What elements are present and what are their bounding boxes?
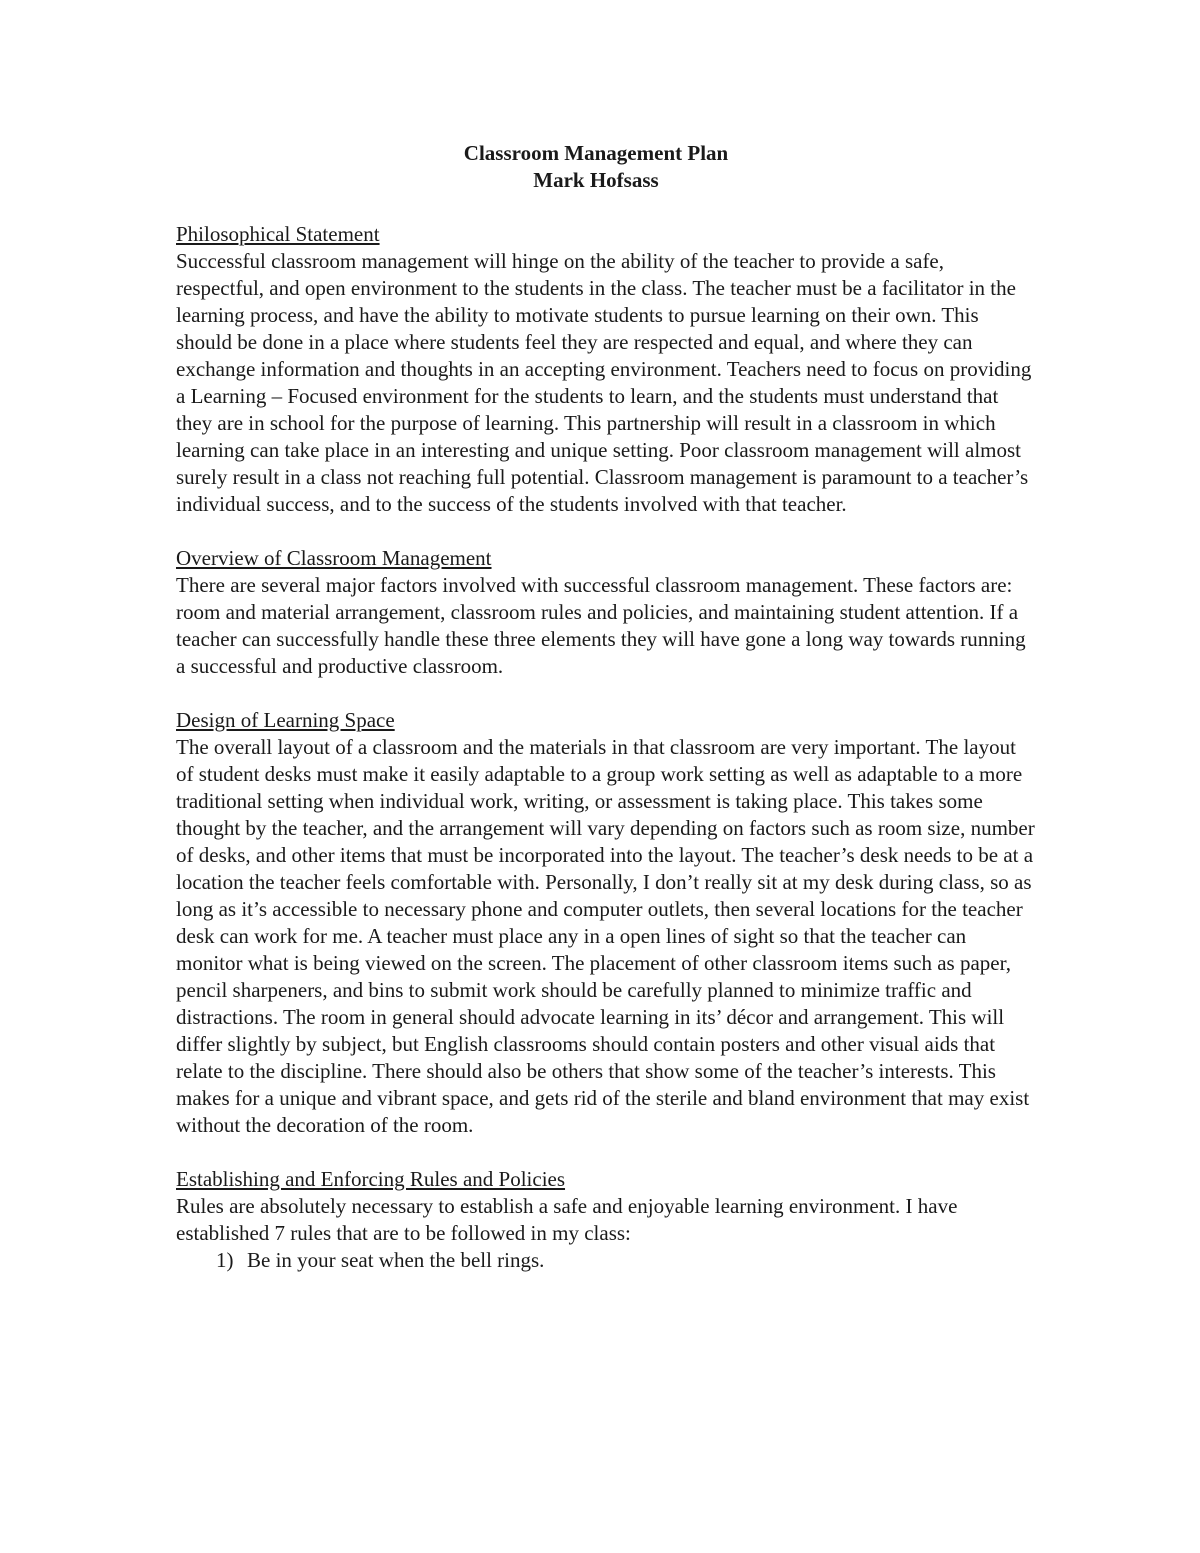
section-philosophical-statement xyxy=(176,221,1036,518)
rule-number: 1) xyxy=(216,1248,234,1272)
section-paragraph: Rules are absolutely necessary to establish a safe and enjoyable learning environment. I have established 7 rules that are to be followed in my class: xyxy=(176,1194,958,1245)
title-block xyxy=(176,140,1036,194)
section-heading: Philosophical Statement xyxy=(176,222,380,246)
section-paragraph: Successful classroom management will hinge on the ability of the teacher to provide a safe, respectful, and open environment to the students in the class. The teacher must be a facilitator in the learning process, and have the ability to motivate students to pursue learning on their own. This should be done in a place where students feel they are respected and equal, and where they can exchange information and thoughts in an accepting environment. Teachers need to focus on providing a Learning – Focused environment for the students to learn, and the students must understand that they are in school for the purpose of learning. This partnership will result in a classroom in which learning can take place in an interesting and unique setting. Poor classroom management will almost surely result in a class not reaching full potential. Classroom management is paramount to a teacher’s individual success, and to the success of the students involved with that teacher. xyxy=(176,249,1032,516)
section-rules-and-policies xyxy=(176,1166,1036,1274)
section-heading: Overview of Classroom Management xyxy=(176,546,492,570)
document-author: Mark Hofsass xyxy=(533,168,659,192)
document-body xyxy=(176,140,1036,1301)
section-design-of-learning-space xyxy=(176,707,1036,1139)
section-heading: Design of Learning Space xyxy=(176,708,395,732)
list-item xyxy=(176,1247,1036,1274)
rules-list xyxy=(176,1247,1036,1274)
section-paragraph: The overall layout of a classroom and the materials in that classroom are very important. The layout of student desks must make it easily adaptable to a group work setting as well as adaptable to a more traditional setting when individual work, writing, or assessment is taking place. This takes some thought by the teacher, and the arrangement will vary depending on factors such as room size, number of desks, and other items that must be incorporated into the layout. The teacher’s desk needs to be at a location the teacher feels comfortable with. Personally, I don’t really sit at my desk during class, so as long as it’s accessible to necessary phone and computer outlets, then several locations for the teacher desk can work for me. A teacher must place any in a open lines of sight so that the teacher can monitor what is being viewed on the screen. The placement of other classroom items such as paper, pencil sharpeners, and bins to submit work should be carefully planned to minimize traffic and distractions. The room in general should advocate learning in its’ décor and arrangement. This will differ slightly by subject, but English classrooms should contain posters and other visual aids that relate to the discipline. There should also be others that show some of the teacher’s interests. This makes for a unique and vibrant space, and gets rid of the sterile and bland environment that may exist without the decoration of the room. xyxy=(176,735,1035,1137)
section-overview xyxy=(176,545,1036,680)
section-heading: Establishing and Enforcing Rules and Policies xyxy=(176,1167,566,1191)
document-title: Classroom Management Plan xyxy=(463,141,729,165)
section-paragraph: There are several major factors involved with successful classroom management. These factors are: room and material arrangement, classroom rules and policies, and maintaining student attention. If a teacher can successfully handle these three elements they will have gone a long way towards running a successful and productive classroom. xyxy=(176,573,1026,678)
rule-text: Be in your seat when the bell rings. xyxy=(247,1248,545,1272)
